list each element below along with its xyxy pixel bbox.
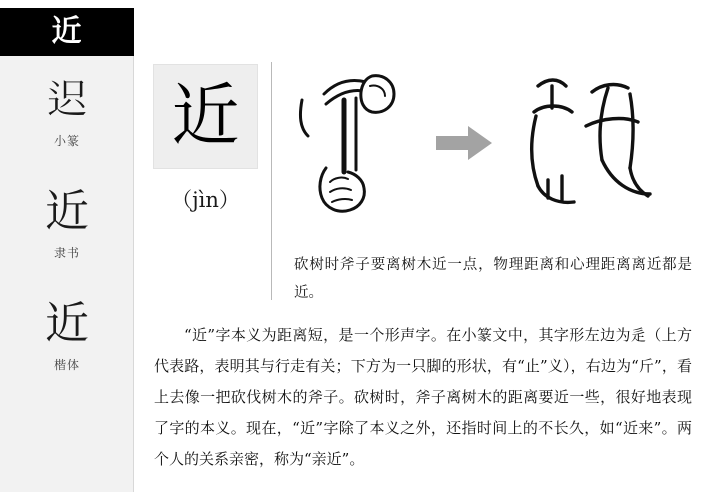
- sidebar-item-regular-script[interactable]: [0, 298, 134, 373]
- vertical-divider: [271, 62, 272, 300]
- sidebar: [0, 8, 134, 492]
- clerical-script-glyph: 近: [45, 186, 89, 237]
- sidebar-item-label: 小篆: [53, 134, 80, 148]
- illustration-caption: 砍树时斧子要离树木近一点，物理距离和心理距离离近都是近。: [294, 257, 692, 301]
- seal-script-glyph: 𨒅: [47, 77, 87, 123]
- sidebar-item-label: 隶书: [53, 246, 80, 260]
- arrow-right-icon: [436, 126, 492, 160]
- headword-character: 近: [171, 76, 240, 156]
- main-content: [134, 8, 702, 492]
- seal-script-character: [532, 80, 650, 202]
- pinyin-label: （jìn）: [171, 188, 240, 212]
- article-body: “近”字本义为距离短，是一个形声字。在小篆文中，其字形左边为辵（上方代表路，表明其与行走有关；下方为一只脚的形状，有“止”义），右边为“斤”，看上去像一把砍伐树木的斧子。砍树时，斧子离树木的距离要近一些，很好地表现了字的本义。现在，“近”字除了本义之外，还指时间上的不长久，如“近来”。两个人的关系亲密，称为“亲近”。: [154, 326, 692, 468]
- sidebar-item-seal-script[interactable]: [0, 74, 134, 149]
- illustration-figure: [286, 64, 686, 234]
- axe-and-tree-pictograph: [300, 76, 394, 212]
- sidebar-header: [0, 8, 134, 56]
- sidebar-header-character: 近: [51, 14, 83, 49]
- sidebar-item-clerical-script[interactable]: [0, 186, 134, 261]
- regular-script-glyph: 近: [45, 298, 89, 349]
- headword-character-box: [153, 64, 258, 169]
- sidebar-item-label: 楷体: [53, 358, 80, 372]
